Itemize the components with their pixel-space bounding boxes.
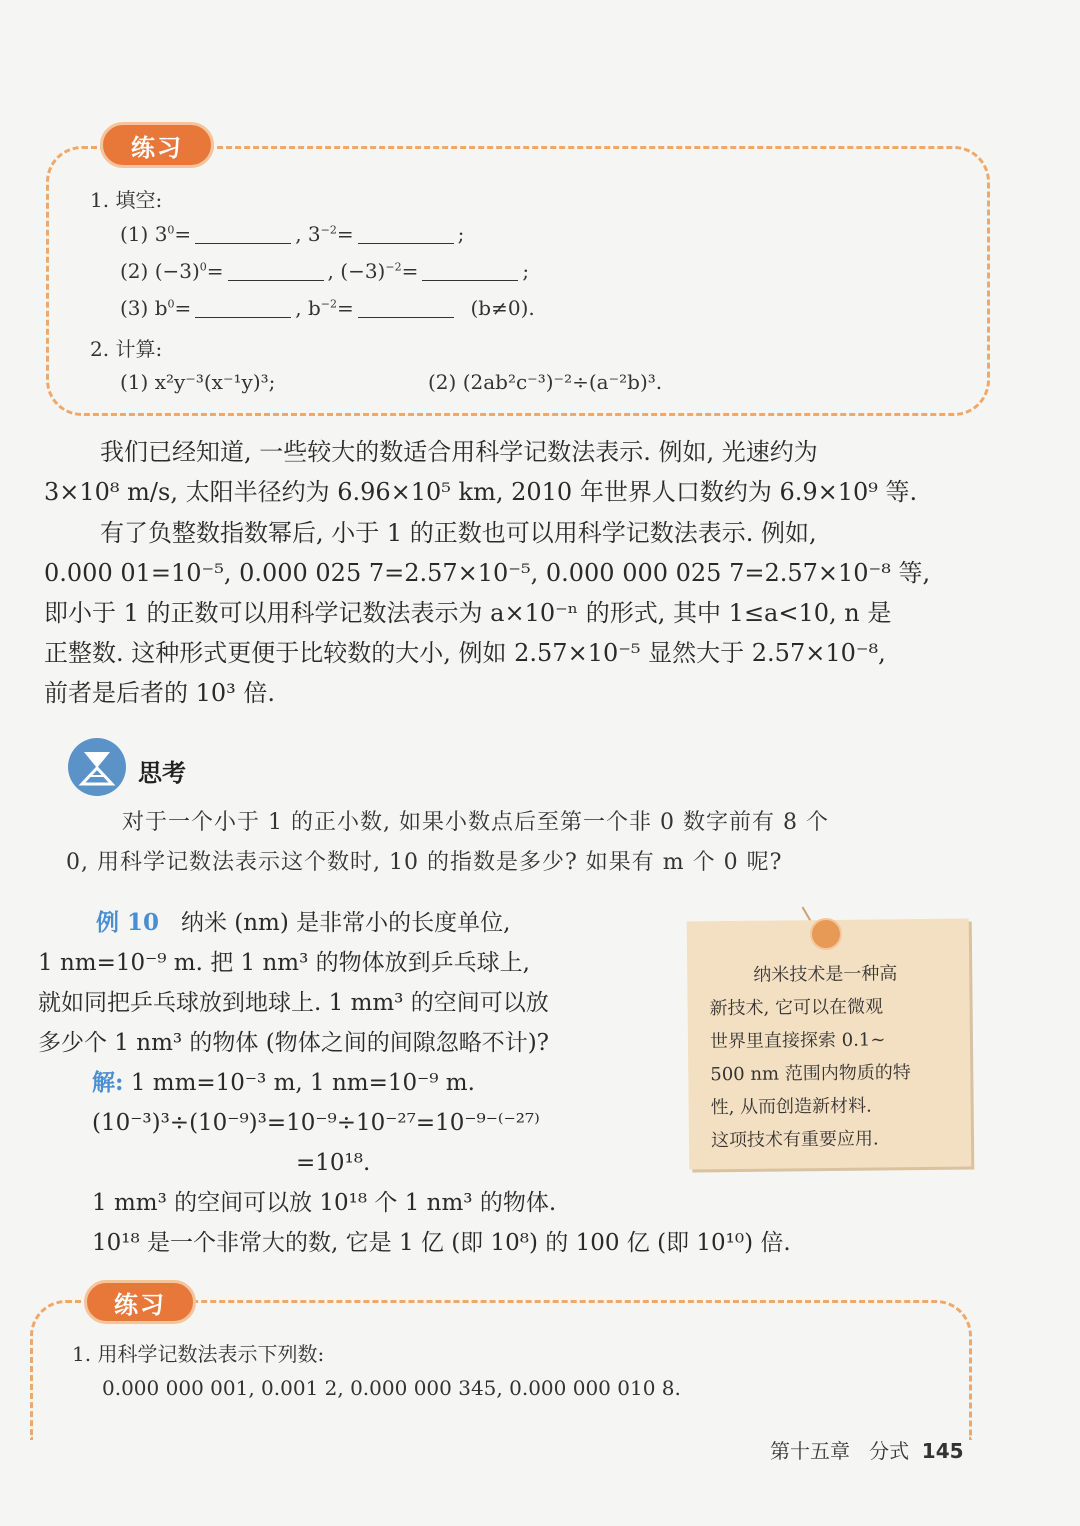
ex1-q2-2: (2) (2ab²c⁻³)⁻²÷(a⁻²b)³.: [428, 370, 663, 394]
note-line: 纳米技术是一种高: [753, 963, 898, 986]
conclusion-line-2: 10¹⁸ 是一个非常大的数, 它是 1 亿 (即 10⁸) 的 100 亿 (即 10¹⁰) 倍.: [92, 1230, 791, 1256]
body-paragraph-1: [44, 432, 988, 512]
example10-line-2: 1 nm=10⁻⁹ m. 把 1 nm³ 的物体放到乒乓球上,: [38, 950, 530, 976]
body-line: 我们已经知道, 一些较大的数适合用科学记数法表示. 例如, 光速约为: [100, 438, 818, 466]
note-line: 这项技术有重要应用.: [710, 1128, 879, 1152]
sidebar-note: [687, 919, 972, 1170]
note-text: [709, 957, 961, 1158]
footer-section: 分式: [869, 1439, 910, 1463]
page-footer: [770, 1435, 964, 1464]
note-line: 500 nm 范围内物质的特: [710, 1062, 911, 1086]
solution-label: 解:: [92, 1069, 124, 1096]
answer-blank[interactable]: [422, 262, 518, 281]
ex1-q1-3: (3) $b^0=$ , $b^{-2}= (b\ne 0)$.: [120, 296, 535, 320]
solution-line-3: =10¹⁸.: [296, 1150, 371, 1176]
note-line: 新技术, 它可以在微观: [709, 996, 884, 1020]
ex1-q2-1: (1) x²y⁻³(x⁻¹y)³;: [120, 370, 276, 394]
example10-line-4: 多少个 1 nm³ 的物体 (物体之间的间隙忽略不计)?: [38, 1030, 549, 1056]
answer-blank[interactable]: [358, 299, 454, 318]
solution-line-2: (10⁻³)³÷(10⁻⁹)³=10⁻⁹÷10⁻²⁷=10⁻⁹⁻⁽⁻²⁷⁾: [92, 1110, 540, 1136]
body-line: 正整数. 这种形式更便于比较数的大小, 例如 2.57×10⁻⁵ 显然大于 2.57×10⁻⁸,: [44, 639, 886, 667]
note-line: 性, 从而创造新材料.: [710, 1095, 872, 1119]
example10-line-3: 就如同把乒乓球放到地球上. 1 mm³ 的空间可以放: [38, 990, 549, 1016]
solution-line-1: 解: 1 mm=10⁻³ m, 1 nm=10⁻⁹ m.: [92, 1069, 475, 1096]
exercise-badge-2: 练习: [84, 1280, 196, 1324]
body-line: 3×10⁸ m/s, 太阳半径约为 6.96×10⁵ km, 2010 年世界人口数约为 6.9×10⁹ 等.: [44, 478, 918, 506]
ex1-q1-2: (2) $(-3)^0=$ , $(-3)^{-2}=$ ;: [120, 259, 530, 283]
ex1-q1-label: 1. 填空:: [90, 188, 163, 212]
think-title: 思考: [138, 759, 186, 787]
example10-line-1: 例 10 纳米 (nm) 是非常小的长度单位,: [96, 909, 511, 936]
page-number: 145: [921, 1439, 964, 1463]
exercise-badge-1: 练习: [100, 122, 214, 168]
body-line: 前者是后者的 10³ 倍.: [44, 679, 276, 707]
answer-blank[interactable]: [358, 225, 454, 244]
answer-blank[interactable]: [195, 299, 291, 318]
pin-icon: [810, 918, 842, 950]
ex2-q1-values: 0.000 000 001, 0.001 2, 0.000 000 345, 0.000 000 010 8.: [102, 1376, 681, 1400]
body-line: 即小于 1 的正数可以用科学记数法表示为 a×10⁻ⁿ 的形式, 其中 1≤a<10, n 是: [44, 599, 892, 627]
think-icon: [68, 738, 126, 796]
note-line: 世界里直接探索 0.1~: [709, 1029, 886, 1053]
conclusion-line-1: 1 mm³ 的空间可以放 10¹⁸ 个 1 nm³ 的物体.: [92, 1190, 557, 1216]
body-line: 有了负整数指数幂后, 小于 1 的正数也可以用科学记数法表示. 例如,: [100, 519, 817, 547]
think-line-2: 0, 用科学记数法表示这个数时, 10 的指数是多少? 如果有 m 个 0 呢?: [66, 850, 783, 875]
answer-blank[interactable]: [195, 225, 291, 244]
footer-chapter: 第十五章: [770, 1439, 850, 1463]
think-line-1: 对于一个小于 1 的正小数, 如果小数点后至第一个非 0 数字前有 8 个: [122, 810, 829, 835]
ex1-q2-label: 2. 计算:: [90, 337, 163, 361]
ex1-q1-1: (1) $3^0=$ , $3^{-2}=$ ;: [120, 222, 465, 246]
ex2-q1-label: 1. 用科学记数法表示下列数:: [72, 1342, 325, 1366]
example-label: 例 10: [96, 909, 160, 936]
answer-blank[interactable]: [228, 262, 324, 281]
body-line: 0.000 01=10⁻⁵, 0.000 025 7=2.57×10⁻⁵, 0.000 000 025 7=2.57×10⁻⁸ 等,: [44, 559, 931, 587]
body-paragraph-2: [44, 513, 988, 713]
